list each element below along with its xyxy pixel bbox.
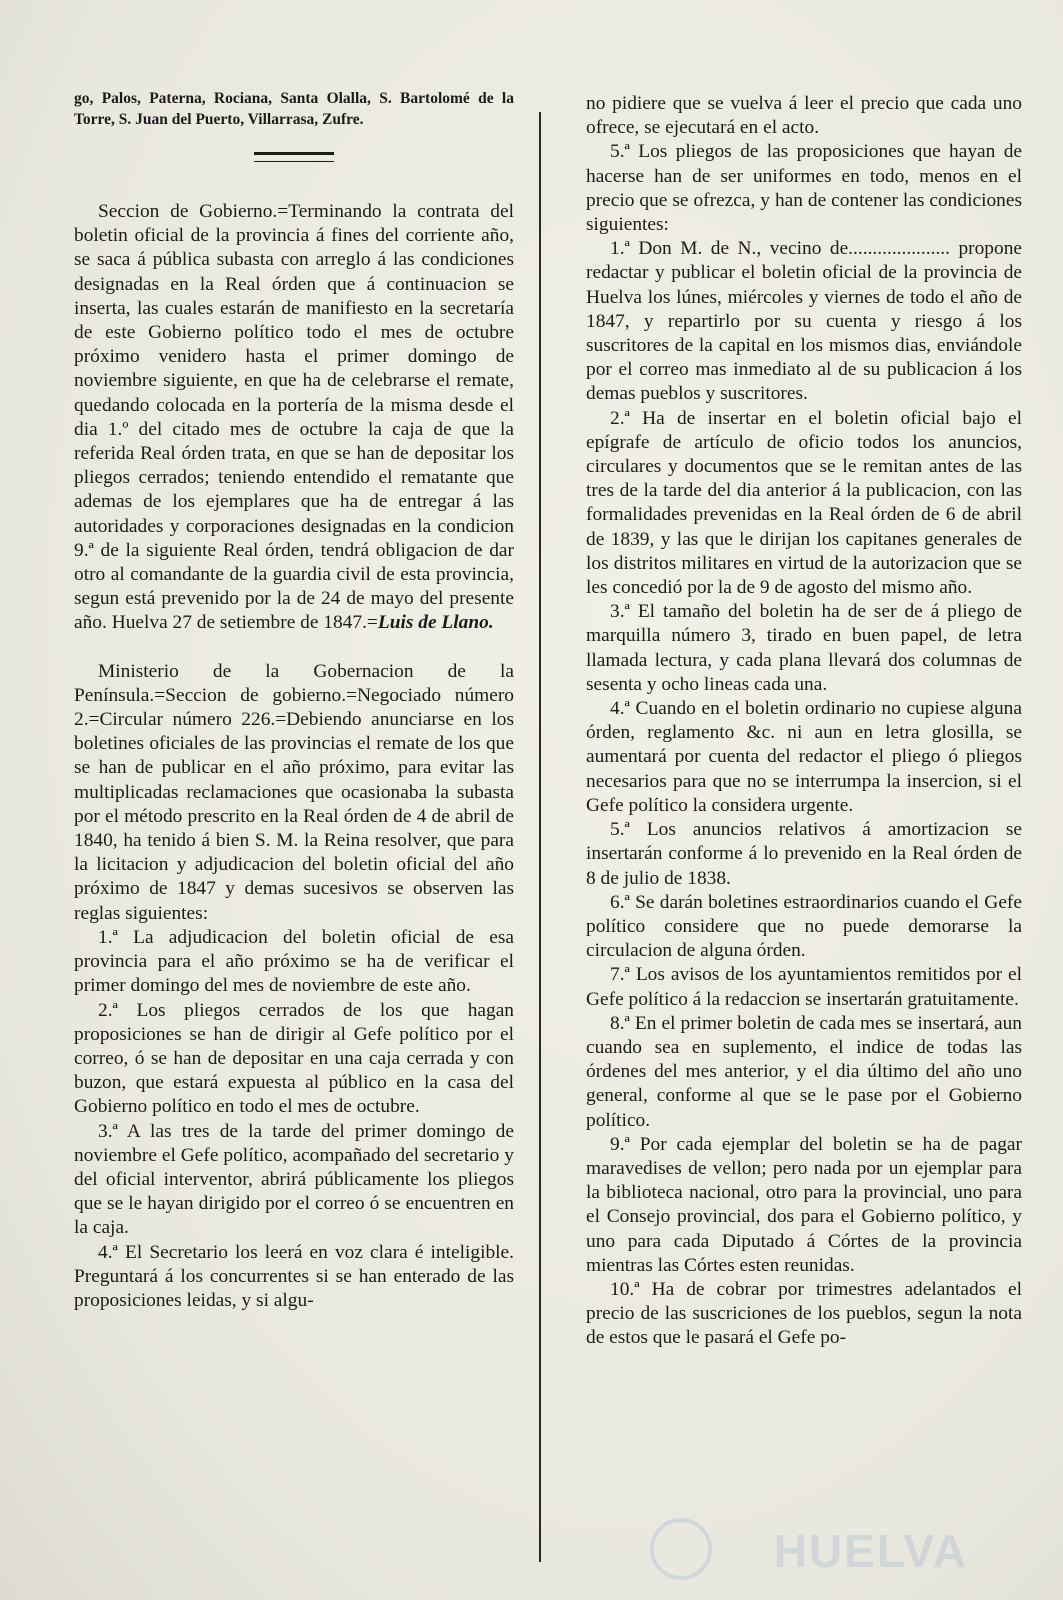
condition-item: 2.ª Ha de insertar en el boletin oficial bajo el epígrafe de artículo de oficio todos los anuncios, circulares y documentos que se le remitan antes de las tres de la tarde del dia anterior á la publicacion, con las formalidades prevenidas en la Real órden de 6 de abril de 1839, y las que le dirijan los capitanes generales de los distritos militares en virtud de la autorizacion que se les concedió por la de 9 de agosto del mismo año. [586, 407, 1022, 599]
right-column [586, 92, 1022, 1351]
town-list: go, Palos, Paterna, Rociana, Santa Olalla, S. Bartolomé de la Torre, S. Juan del Puerto, Villarrasa, Zufre. [74, 90, 514, 128]
left-column [74, 88, 514, 1313]
condition-item: 1.ª Don M. de N., vecino de..................... propone redactar y publicar el boletin oficial de la provincia de Huelva los lúnes, miércoles y viernes de todo el año de 1847, y repartirlo por su cuenta y riesgo á los suscritores de la capital en los mismos dias, enviándole por el correo mas inmediato al de su publicacion á los demas pueblos y suscritores. [586, 238, 1022, 405]
condition-item: 3.ª El tamaño del boletin ha de ser de á pliego de marquilla número 3, tirado en buen papel, de letra llamada lectura, y cada plana llevará dos columnas de sesenta y ocho lineas cada una. [586, 601, 1022, 695]
notice-signature: Luis de Llano. [377, 612, 494, 634]
watermark-seal-icon [650, 1518, 712, 1580]
rule-item: 2.ª Los pliegos cerrados de los que hagan proposiciones se han de dirigir al Gefe político por el correo, ó se han de depositar en una caja cerrada y con buzon, que estará expuesta al público en la casa del Gobierno político en todo el mes de octubre. [74, 999, 514, 1118]
rule-continuation: no pidiere que se vuelva á leer el precio que cada uno ofrece, se ejecutará en el acto. [586, 93, 1022, 139]
rule-item: 5.ª Los pliegos de las proposiciones que hayan de hacerse han de ser uniformes en todo, menos en el precio que se ofrezca, y han de contener las condiciones siguientes: [586, 141, 1022, 236]
watermark-text: HUELVA [773, 1525, 968, 1577]
rule-item: 3.ª A las tres de la tarde del primer domingo de noviembre el Gefe político, acompañado del secretario y del oficial interventor, abrirá públicamente los pliegos que se le hayan dirigido por el correo ó se encuentren en la caja. [74, 1120, 514, 1239]
condition-item: 10.ª Ha de cobrar por trimestres adelantados el precio de las suscriciones de los pueblos, segun la nota de estos que le pasará el Gefe po- [586, 1278, 1022, 1349]
ornamental-rule [254, 152, 334, 162]
condition-item: 9.ª Por cada ejemplar del boletin se ha de pagar maravedises de vellon; pero nada por un ejemplar para la biblioteca nacional, otro para la provincial, uno para el Consejo provincial, dos para el Gobierno político, y uno para cada Diputado á Córtes de la provincia mientras las Córtes esten reunidas. [586, 1133, 1022, 1276]
government-notice [74, 200, 514, 636]
condition-item: 8.ª En el primer boletin de cada mes se insertará, aun cuando sea en suplemento, el indice de todas las órdenes del mes anterior, y el dia último del año uno general, conforme al que se le pase por el Gobierno político. [586, 1012, 1022, 1131]
condition-item: 4.ª Cuando en el boletin ordinario no cupiese alguna órden, reglamento &c. ni aun en letra glosilla, se aumentará por cuenta del redactor el pliego ó pliegos necesarios para que no se interrumpa la insercion, si el Gefe político la considera urgente. [586, 698, 1022, 816]
condition-item: 5.ª Los anuncios relativos á amortizacion se insertarán conforme á lo prevenido en la Real órden de 8 de julio de 1838. [586, 819, 1022, 889]
notice-body: Seccion de Gobierno.=Terminando la contrata del boletin oficial de la provincia á fines del corriente año, se saca á pública subasta con arreglo á las condiciones designadas en la Real órden que á continuacion se inserta, las cuales estarán de manifiesto en la secretaría de este Gobierno político todo el mes de octubre próximo venidero hasta el primer domingo de noviembre siguiente, en que ha de celebrarse el remate, quedando colocada en la portería de la misma desde el dia 1.º del citado mes de octubre la caja de que la referida Real órden trata, en que se han de depositar los pliegos cerrados; teniendo entendido el rematante que ademas de los ejemplares que ha de entregar á las autoridades y corporaciones designadas en la condicion 9.ª de la siguiente Real órden, tendrá obligacion de dar otro al comandante de la guardia civil de esta provincia, segun está prevenido por la de 24 de mayo del presente año. Huelva 27 de setiembre de 1847.= [74, 201, 514, 634]
condition-item: 6.ª Se darán boletines estraordinarios cuando el Gefe político considere que no puede demorarse la circulacion de alguna órden. [586, 891, 1022, 962]
ministry-circular-intro: Ministerio de la Gobernacion de la Península.=Seccion de gobierno.=Negociado número 2.=Circular número 226.=Debiendo anunciarse en los boletines oficiales de las provincias el remate de los que se han de publicar en el año próximo, para evitar las multiplicadas reclamaciones que ocasionaba la subasta por el método prescrito en la Real órden de 4 de abril de 1840, ha tenido á bien S. M. la Reina resolver, que para la licitacion y adjudicacion del boletin oficial del año próximo de 1847 y demas sucesivos se observen las reglas siguientes: [74, 660, 514, 924]
rule-item: 4.ª El Secretario los leerá en voz clara é inteligible. Preguntará á los concurrentes si se han enterado de las proposiciones leidas, y si algu- [74, 1241, 514, 1311]
column-divider [539, 112, 541, 1562]
condition-item: 7.ª Los avisos de los ayuntamientos remitidos por el Gefe político á la redaccion se insertarán gratuitamente. [586, 964, 1022, 1010]
rule-item: 1.ª La adjudicacion del boletin oficial de esa provincia para el año próximo se ha de verificar el primer domingo del mes de noviembre de este año. [74, 926, 514, 997]
